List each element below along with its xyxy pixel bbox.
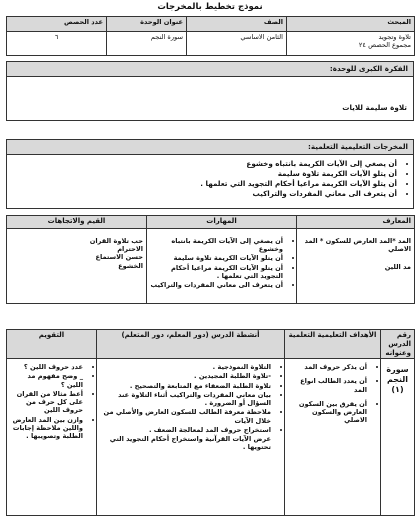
outcome-item: • أن يصغي إلى الآيات الكريمة بانتباه وخشوع <box>13 159 397 168</box>
total-sessions: مجموع الحصص ٢٤ <box>358 41 411 50</box>
knowledge-item: المد *المد العارض للسكون * المد الاصلي <box>304 237 411 254</box>
activity-item: • التلاوة النموذجية . <box>100 363 271 371</box>
lesson-table <box>6 329 415 516</box>
big-idea-heading: الفكرة الكبرى للوحدة: <box>7 62 413 77</box>
learning-outcomes-heading: المخرجات التعليمية التعلمية: <box>7 140 413 155</box>
outcome-item: • أن يتعرف الى معاني المفردات والتراكيب <box>13 189 397 198</box>
grade-value: الثامن الاساسي <box>187 32 287 56</box>
knowledge-skills-table <box>6 215 415 304</box>
header-evaluation: التقويم <box>7 330 97 359</box>
unit-value: سورة النجم <box>107 32 187 56</box>
header-table <box>6 16 415 56</box>
value-item: حب تلاوة القران <box>89 237 143 245</box>
header-subject: المبحث <box>287 17 415 32</box>
lesson-title: سورة النجم (١) <box>381 359 415 516</box>
evaluation-item: • _ وضح مفهوم مد اللين ؟ <box>10 372 83 388</box>
subject-cell <box>287 32 415 56</box>
header-sessions: عدد الحصص <box>7 17 107 32</box>
activity-item: • -تلاوة الطلبة المجيدين . <box>100 372 271 380</box>
outcome-item: • أن يتلو الآيات الكريمة مراعيا أحكام التجويد التي تعلمها . <box>13 179 397 188</box>
evaluation-item: • عدد حروف اللين ؟ <box>10 363 83 371</box>
header-unit: عنوان الوحدة <box>107 17 187 32</box>
objective-item: • أن يفرق بين السكون العارض والسكون الاصلي <box>288 400 367 425</box>
objectives-cell <box>285 359 381 516</box>
knowledge-item: مد اللين <box>384 263 411 272</box>
big-idea-text: تلاوة سليمة للايات <box>342 103 407 112</box>
evaluation-item: • وازن بين المد العارض واللين ملاحظة إجابات الطلبة وتصويبها . <box>10 416 83 441</box>
learning-outcomes-list <box>13 159 407 198</box>
values-cell <box>7 229 147 304</box>
page-title: نموذج تخطيط بالمخرجات <box>157 2 263 12</box>
activity-item: • ملاحظة معرفة الطالب للسكون العارض والأصلي من خلال الآيات <box>100 408 271 424</box>
value-item: الخشوع <box>118 261 143 270</box>
header-values: القيم والاتجاهات <box>7 216 147 229</box>
header-grade: الصف <box>187 17 287 32</box>
evaluation-item: • أعط مثالا من القران على كل حرف من حروف اللين <box>10 390 83 415</box>
header-activities: أنشطة الدرس (دور المعلم، دور المتعلم) <box>97 330 285 359</box>
skill-item: • أن يتلو الآيات الكريمة مراعيا أحكام التجويد التي تعلمها . <box>150 264 283 280</box>
skills-cell <box>147 229 297 304</box>
skill-item: • أن يتلو الآيات الكريمة تلاوة سليمة <box>150 254 283 262</box>
value-item: الاحترام <box>117 245 143 254</box>
activity-item: عرض الآيات القرآنية واستخراج أحكام التجويد التي تحتويها . <box>109 435 271 452</box>
objective-item: • أن يعدد الطالب انواع المد <box>288 377 367 393</box>
skill-item: • أن يتعرف الى معاني المفردات والتراكيب <box>150 281 283 289</box>
value-item: حسن الاستماع <box>95 253 143 262</box>
big-idea-box <box>6 61 414 121</box>
knowledge-cell <box>297 229 415 304</box>
objective-item: • أن يذكر حروف المد <box>288 363 367 371</box>
activity-item: • تلاوة الطلبة الضعفاء مع المتابعة والتصحيح . <box>100 382 271 390</box>
header-objectives: الأهداف التعليمية التعلمية <box>285 330 381 359</box>
sessions-value: ٦ <box>7 32 107 56</box>
evaluation-cell <box>7 359 97 516</box>
outcome-item: • أن يتلو الآيات الكريمة تلاوة سليمة <box>13 169 397 178</box>
activity-item: • بيان معاني المفردات والتراكيب أثناء التلاوة عند السؤال أو الضرورة . <box>100 391 271 407</box>
skill-item: • أن يصغي إلى الآيات الكريمة بانتباه وخشوع <box>150 237 283 253</box>
header-knowledge: المعارف <box>297 216 415 229</box>
header-lesson: رقم الدرس وعنوانه <box>381 330 415 359</box>
subject-name: تلاوة وتجويد <box>378 33 411 41</box>
learning-outcomes-box <box>6 139 414 209</box>
activities-cell <box>97 359 285 516</box>
activity-item: • استخراج حروف المد لمعالجة الضعف . <box>100 426 271 434</box>
header-skills: المهارات <box>147 216 297 229</box>
